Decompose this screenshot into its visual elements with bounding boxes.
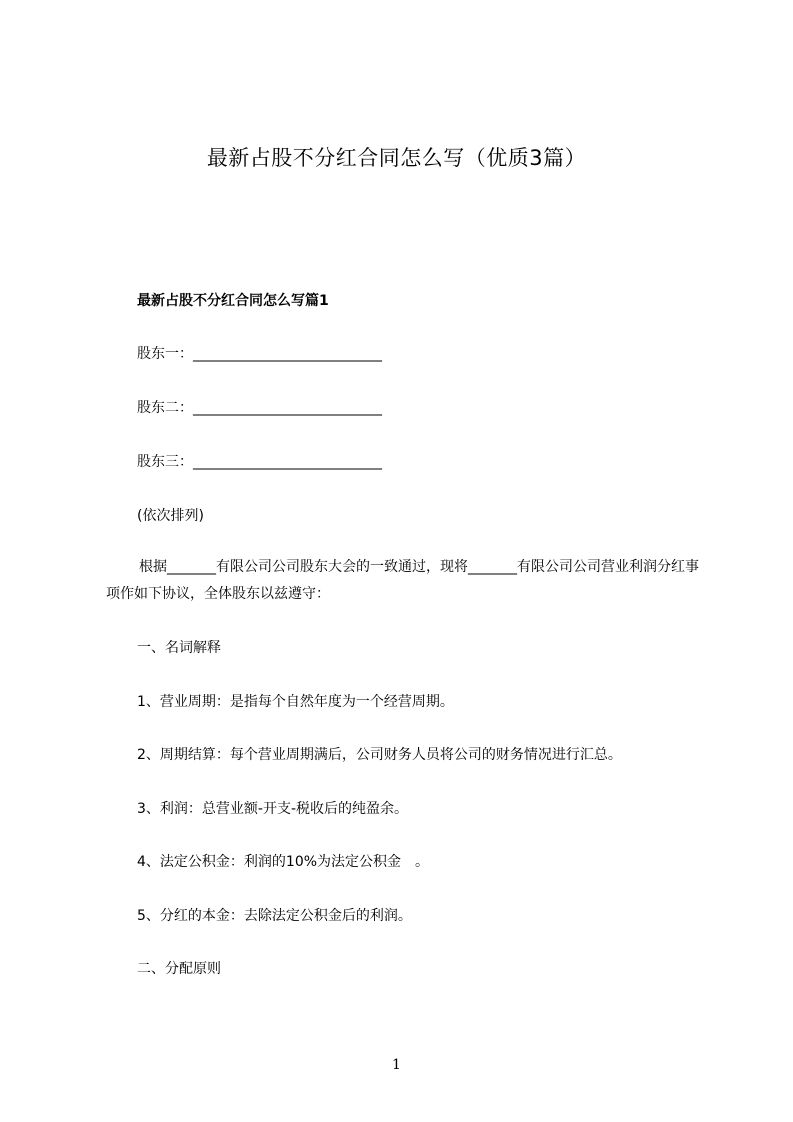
shareholder-line-2: 股东二：___________________________ (137, 400, 382, 416)
document-title: 最新占股不分红合同怎么写（优质3篇） (206, 146, 587, 170)
intro-paragraph (106, 554, 706, 608)
part-one-heading: 一、名词解释 (137, 640, 221, 656)
shareholder-line-1: 股东一：___________________________ (137, 346, 382, 362)
page-number: 1 (392, 1057, 401, 1073)
definition-item-3: 3、利润：总营业额-开支-税收后的纯盈余。 (137, 801, 409, 817)
shareholder-line-3: 股东三：___________________________ (137, 454, 382, 470)
definition-item-5: 5、分红的本金：去除法定公积金后的利润。 (137, 908, 412, 924)
section-heading: 最新占股不分红合同怎么写篇1 (137, 293, 329, 309)
definition-item-2: 2、周期结算：每个营业周期满后，公司财务人员将公司的财务情况进行汇总。 (137, 747, 622, 763)
definition-item-1: 1、营业周期：是指每个自然年度为一个经营周期。 (137, 694, 454, 710)
part-two-heading: 二、分配原则 (137, 961, 221, 977)
order-note: (依次排列) (137, 508, 204, 524)
intro-paragraph-text: 根据_______有限公司公司股东大会的一致通过，现将_______有限公司公司营业利润分红事项作如下协议，全体股东以兹遵守： (106, 559, 699, 602)
definition-item-4: 4、法定公积金：利润的10%为法定公积金 。 (137, 854, 430, 870)
